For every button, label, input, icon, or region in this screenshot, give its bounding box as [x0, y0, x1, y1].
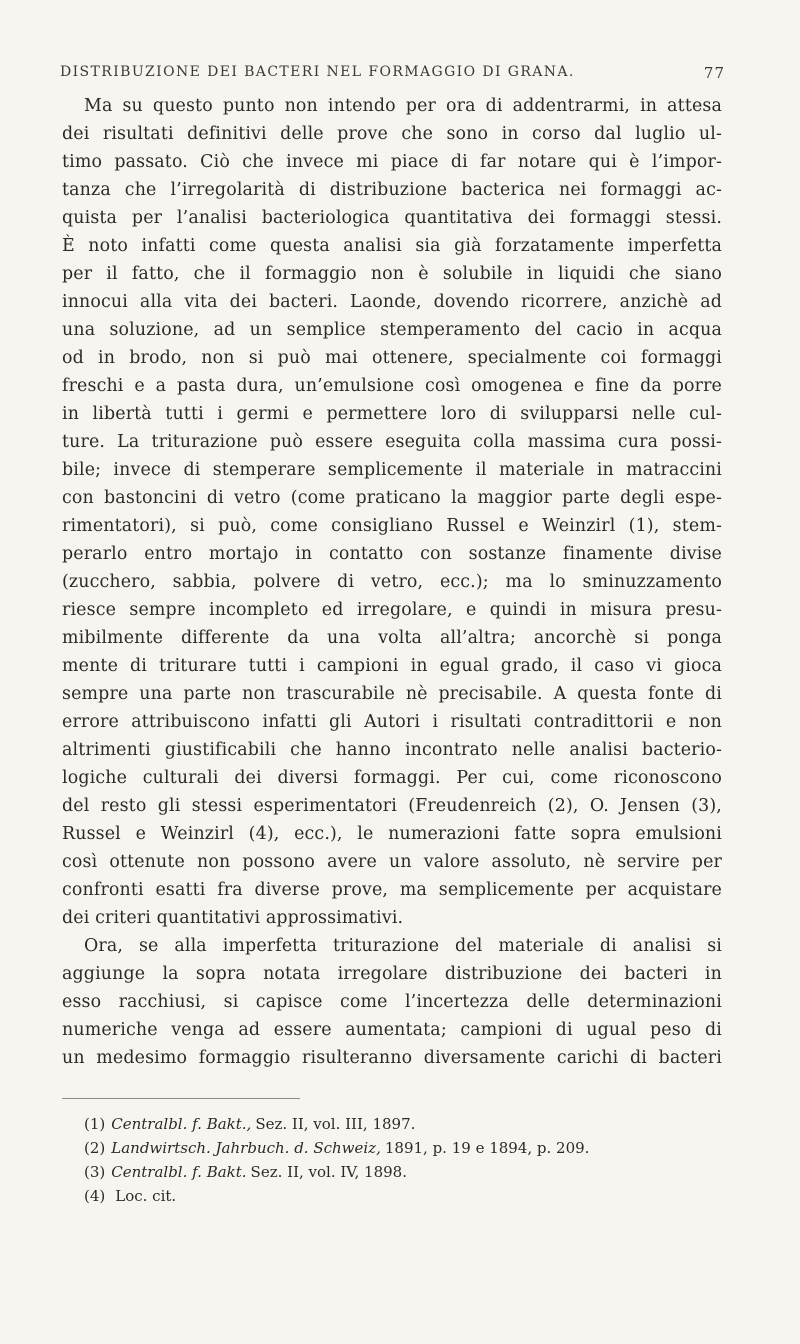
text-line: rimentatori), si può, come consigliano Russel e Weinzirl (1), stem- — [62, 516, 722, 536]
text-line: bile; invece di stemperare semplicemente il materiale in matraccini — [62, 460, 722, 480]
footnote-detail: Loc. cit. — [115, 1187, 177, 1205]
text-line: aggiunge la sopra notata irregolare distribuzione dei bacteri in — [62, 964, 722, 984]
footnote — [62, 1184, 722, 1208]
footnote-mark: (4) — [84, 1187, 106, 1205]
footnote-source: Centralbl. f. Bakt., — [111, 1115, 252, 1133]
text-line: confronti esatti fra diverse prove, ma semplicemente per acquistare — [62, 880, 722, 900]
footnote-divider — [62, 1098, 300, 1099]
footnote-mark: (1) — [84, 1115, 106, 1133]
running-head — [60, 64, 725, 86]
text-line: freschi e a pasta dura, un’emulsione così omogenea e fine da porre — [62, 376, 722, 396]
text-line: sempre una parte non trascurabile nè precisabile. A questa fonte di — [62, 684, 722, 704]
text-line: Russel e Weinzirl (4), ecc.), le numerazioni fatte sopra emulsioni — [62, 824, 722, 844]
footnote-mark: (2) — [84, 1139, 106, 1157]
text-line: con bastoncini di vetro (come praticano la maggior parte degli espe- — [62, 488, 722, 508]
text-line: tanza che l’irregolarità di distribuzione bacterica nei formaggi ac- — [62, 180, 722, 200]
body-text — [62, 92, 722, 1072]
text-line: del resto gli stessi esperimentatori (Freudenreich (2), O. Jensen (3), — [62, 796, 722, 816]
text-line: timo passato. Ciò che invece mi piace di far notare qui è l’impor- — [62, 152, 722, 172]
text-line: od in brodo, non si può mai ottenere, specialmente coi formaggi — [62, 348, 722, 368]
text-line: Ma su questo punto non intendo per ora di addentrarmi, in attesa — [84, 96, 722, 116]
text-line: innocui alla vita dei bacteri. Laonde, dovendo ricorrere, anzichè ad — [62, 292, 722, 312]
text-line: dei risultati definitivi delle prove che sono in corso dal luglio ul- — [62, 124, 722, 144]
text-line: riesce sempre incompleto ed irregolare, e quindi in misura presu- — [62, 600, 722, 620]
text-line: quista per l’analisi bacteriologica quantitativa dei formaggi stessi. — [62, 208, 722, 228]
text-line: Ora, se alla imperfetta triturazione del materiale di analisi si — [84, 936, 722, 956]
text-line: ture. La triturazione può essere eseguita colla massima cura possi- — [62, 432, 722, 452]
footnote-source: Centralbl. f. Bakt. — [111, 1163, 247, 1181]
footnote-detail: 1891, p. 19 e 1894, p. 209. — [384, 1139, 590, 1157]
text-line: È noto infatti come questa analisi sia già forzatamente imperfetta — [62, 236, 722, 256]
text-line: numeriche venga ad essere aumentata; campioni di ugual peso di — [62, 1020, 722, 1040]
text-line: una soluzione, ad un semplice stemperamento del cacio in acqua — [62, 320, 722, 340]
text-line: mibilmente differente da una volta all’altra; ancorchè si ponga — [62, 628, 722, 648]
footnote-mark: (3) — [84, 1163, 106, 1181]
footnote-source: Landwirtsch. Jahrbuch. d. Schweiz, — [111, 1139, 381, 1157]
text-line: (zucchero, sabbia, polvere di vetro, ecc.); ma lo sminuzzamento — [62, 572, 722, 592]
text-line: mente di triturare tutti i campioni in egual grado, il caso vi gioca — [62, 656, 722, 676]
footnote — [62, 1160, 722, 1184]
text-line: in libertà tutti i germi e permettere loro di svilupparsi nelle cul- — [62, 404, 722, 424]
text-line: per il fatto, che il formaggio non è solubile in liquidi che siano — [62, 264, 722, 284]
footnote — [62, 1136, 722, 1160]
text-line: errore attribuiscono infatti gli Autori i risultati contradittorii e non — [62, 712, 722, 732]
text-line: esso racchiusi, si capisce come l’incertezza delle determinazioni — [62, 992, 722, 1012]
text-line: logiche culturali dei diversi formaggi. Per cui, come riconoscono — [62, 768, 722, 788]
text-line: perarlo entro mortajo in contatto con sostanze finamente divise — [62, 544, 722, 564]
text-line: così ottenute non possono avere un valore assoluto, nè servire per — [62, 852, 722, 872]
text-line: altrimenti giustificabili che hanno incontrato nelle analisi bacterio- — [62, 740, 722, 760]
text-line: un medesimo formaggio risulteranno diversamente carichi di bacteri — [62, 1048, 722, 1068]
footnotes — [62, 1112, 722, 1208]
running-title: DISTRIBUZIONE DEI BACTERI NEL FORMAGGIO DI GRANA. — [60, 64, 575, 80]
text-line: dei criteri quantitativi approssimativi. — [62, 908, 404, 928]
footnote-detail: Sez. II, vol. III, 1897. — [255, 1115, 416, 1133]
page-number: 77 — [703, 64, 725, 82]
footnote-detail: Sez. II, vol. IV, 1898. — [250, 1163, 407, 1181]
footnote — [62, 1112, 722, 1136]
